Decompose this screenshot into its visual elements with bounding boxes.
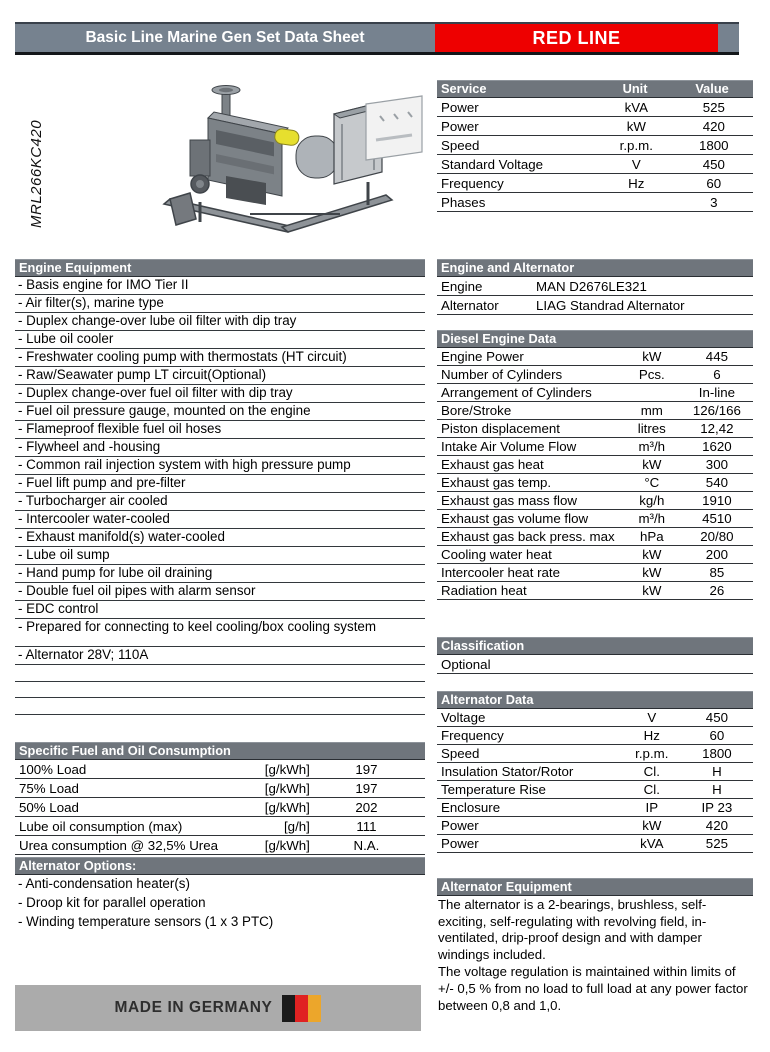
row-unit: Hz: [628, 176, 645, 191]
list-item: - Anti-condensation heater(s): [18, 876, 190, 891]
row-label: Frequency: [441, 176, 504, 191]
row-label: Intake Air Volume Flow: [441, 439, 577, 454]
list-item: - Intercooler water-cooled: [15, 511, 425, 529]
section-title: Alternator Data: [441, 692, 534, 707]
row-label: Phases: [441, 195, 486, 210]
alternator-equipment-text: [437, 896, 753, 1014]
paragraph: The alternator is a 2-bearings, brushless, self-exciting, self-regulating with revolving field, in-ventilated, drip-proof design and with damper windings included.: [438, 897, 707, 962]
section-title: Specific Fuel and Oil Consumption: [19, 743, 231, 758]
paragraph: The voltage regulation is maintained within limits of +/- 0,5 % from no load to full load at any power factor between 0,8 and 1,0.: [438, 964, 748, 1013]
table-row: [15, 760, 425, 779]
row-label: Voltage: [441, 710, 486, 725]
table-row: [437, 155, 753, 174]
engine-block: [190, 112, 288, 205]
row-label: Standard Voltage: [441, 157, 544, 172]
row-value: 525: [702, 100, 725, 115]
row-unit: [g/h]: [283, 819, 310, 834]
table-row: [437, 745, 753, 763]
service-table-header: [437, 80, 753, 98]
empty-row: [15, 682, 425, 699]
row-label: Exhaust gas temp.: [441, 475, 552, 490]
table-row: [15, 779, 425, 798]
table-row: [437, 528, 753, 546]
row-unit: kW: [626, 119, 646, 134]
row-unit: [g/kWh]: [264, 781, 310, 796]
diesel-engine-data-header: [437, 330, 753, 348]
fuel-consumption-header: [15, 742, 425, 760]
table-row: [437, 582, 753, 600]
row-value: 85: [709, 565, 725, 580]
table-row: [437, 781, 753, 799]
title-bar: [15, 22, 739, 55]
table-row: [437, 348, 753, 366]
row-value: 26: [709, 583, 725, 598]
row-value: H: [712, 764, 722, 779]
table-row: [437, 709, 753, 727]
row-unit: kW: [642, 583, 662, 598]
fuel-consumption-table: [15, 742, 425, 855]
row-label: Power: [441, 818, 479, 833]
row-label: Alternator: [441, 298, 499, 313]
row-unit: Cl.: [643, 764, 660, 779]
alternator-data-table: [437, 691, 753, 853]
row-value: 1800: [702, 746, 732, 761]
model-code-label: MRL266KC420: [28, 119, 45, 228]
row-value: 126/166: [692, 403, 741, 418]
row-unit: kW: [642, 349, 662, 364]
table-row: [437, 510, 753, 528]
row-unit: hPa: [639, 529, 664, 544]
row-value: MAN D2676LE321: [536, 279, 647, 294]
row-label: Radiation heat: [441, 583, 527, 598]
row-value: 60: [709, 728, 725, 743]
table-row: [437, 277, 753, 296]
row-unit: [g/kWh]: [264, 800, 310, 815]
row-label: Cooling water heat: [441, 547, 552, 562]
service-table: [437, 80, 753, 212]
row-label: Temperature Rise: [441, 782, 546, 797]
row-label: Power: [441, 836, 479, 851]
col-header-value: Value: [695, 81, 729, 96]
row-unit: m³/h: [638, 439, 666, 454]
table-row: [15, 798, 425, 817]
classification-header: [437, 637, 753, 655]
row-label: 75% Load: [19, 781, 79, 796]
row-value: 200: [705, 547, 728, 562]
row-label: Speed: [441, 138, 480, 153]
table-row: [437, 384, 753, 402]
row-value: 525: [705, 836, 728, 851]
row-label: Bore/Stroke: [441, 403, 512, 418]
row-label: Piston displacement: [441, 421, 560, 436]
row-value: 3: [710, 195, 718, 210]
table-row: [437, 136, 753, 155]
row-unit: [g/kWh]: [264, 762, 310, 777]
engine-and-alternator-table: [437, 259, 753, 315]
table-row: [437, 763, 753, 781]
table-row: [437, 98, 753, 117]
row-value: 4510: [702, 511, 732, 526]
alternator-data-rows: [437, 709, 753, 853]
row-label: Speed: [441, 746, 480, 761]
list-item: - Flameproof flexible fuel oil hoses: [15, 421, 425, 439]
table-row: [437, 799, 753, 817]
row-value: 6: [713, 367, 721, 382]
row-value: 197: [355, 762, 378, 777]
row-label: Enclosure: [441, 800, 501, 815]
alternator-options-list: [15, 875, 425, 932]
table-row: [437, 296, 753, 315]
list-item: - Basis engine for IMO Tier II: [15, 277, 425, 295]
row-label: Arrangement of Cylinders: [441, 385, 592, 400]
row-label: Insulation Stator/Rotor: [441, 764, 574, 779]
row-value: H: [712, 782, 722, 797]
list-item: - Flywheel and -housing: [15, 439, 425, 457]
classification-section: [437, 637, 753, 674]
engine-and-alternator-header: [437, 259, 753, 277]
row-label: Exhaust gas heat: [441, 457, 544, 472]
fuel-consumption-rows: [15, 760, 425, 855]
table-row: [437, 366, 753, 384]
row-value: In-line: [698, 385, 735, 400]
terminal-box: [366, 96, 422, 160]
table-row: [437, 117, 753, 136]
german-flag-icon: [282, 995, 321, 1022]
row-value: 300: [705, 457, 728, 472]
list-item: - Alternator 28V; 110A: [15, 647, 425, 665]
alternator-options-header: [15, 857, 425, 875]
row-label: Engine: [441, 279, 483, 294]
row-unit: kW: [642, 547, 662, 562]
alternator-extra-block: [15, 646, 425, 715]
diesel-engine-data-table: [437, 330, 753, 600]
engine-equipment-list: [15, 277, 425, 637]
section-title: Diesel Engine Data: [441, 331, 557, 346]
row-value: 445: [705, 349, 728, 364]
engine-and-alternator-rows: [437, 277, 753, 315]
table-row: [437, 174, 753, 193]
flag-stripe-red: [295, 995, 308, 1022]
row-value: N.A.: [353, 838, 380, 853]
table-row: [437, 456, 753, 474]
list-item: - Lube oil sump: [15, 547, 425, 565]
row-value: 197: [355, 781, 378, 796]
row-unit: litres: [637, 421, 666, 436]
row-label: Urea consumption @ 32,5% Urea: [19, 838, 219, 853]
table-row: [437, 402, 753, 420]
list-item: - Air filter(s), marine type: [15, 295, 425, 313]
row-label: Engine Power: [441, 349, 524, 364]
table-row: [437, 492, 753, 510]
list-item: - EDC control: [15, 601, 425, 619]
flag-stripe-gold: [308, 995, 321, 1022]
col-header-service: Service: [441, 82, 487, 96]
row-label: Power: [441, 119, 479, 134]
row-label: Power: [441, 100, 479, 115]
engine-equipment-section: [15, 259, 425, 637]
list-item: - Fuel oil pressure gauge, mounted on the engine: [15, 403, 425, 421]
gen-set-render: [130, 80, 430, 242]
row-unit: r.p.m.: [619, 138, 653, 153]
row-unit: Pcs.: [638, 367, 665, 382]
alternator-equipment-header: [437, 878, 753, 896]
row-label: Lube oil consumption (max): [19, 819, 183, 834]
empty-row: [15, 698, 425, 715]
table-row: [437, 193, 753, 212]
diesel-engine-data-rows: [437, 348, 753, 600]
row-label: Exhaust gas mass flow: [441, 493, 577, 508]
row-label: Exhaust gas back press. max: [441, 529, 615, 544]
service-rows: [437, 98, 753, 212]
row-value: 20/80: [700, 529, 734, 544]
list-item: - Lube oil cooler: [15, 331, 425, 349]
row-unit: m³/h: [638, 511, 666, 526]
row-unit: r.p.m.: [635, 746, 669, 761]
row-value: 450: [705, 710, 728, 725]
list-item: - Winding temperature sensors (1 x 3 PTC): [18, 914, 274, 929]
row-unit: V: [631, 157, 641, 172]
row-value: 420: [702, 119, 725, 134]
table-row: [437, 438, 753, 456]
section-title: Classification: [441, 638, 525, 653]
row-value: LIAG Standrad Alternator: [536, 298, 685, 313]
list-item: - Hand pump for lube oil draining: [15, 565, 425, 583]
table-row: [437, 420, 753, 438]
made-in-germany-label: MADE IN GERMANY: [114, 999, 273, 1016]
section-title: Alternator Equipment: [441, 879, 572, 894]
row-label: 50% Load: [19, 800, 79, 815]
table-row: [437, 727, 753, 745]
table-row: [437, 817, 753, 835]
row-unit: kW: [642, 818, 662, 833]
flag-stripe-black: [282, 995, 295, 1022]
row-label: Frequency: [441, 728, 504, 743]
list-item: - Turbocharger air cooled: [15, 493, 425, 511]
list-item: - Double fuel oil pipes with alarm sensor: [15, 583, 425, 601]
row-value: Optional: [441, 657, 491, 672]
row-unit: kVA: [624, 100, 648, 115]
table-row: [15, 817, 425, 836]
row-label: Intercooler heat rate: [441, 565, 561, 580]
row-unit: °C: [644, 475, 660, 490]
table-row: [437, 564, 753, 582]
row-value: 12,42: [700, 421, 734, 436]
list-item: - Duplex change-over fuel oil filter with dip tray: [15, 385, 425, 403]
row-value: 1800: [699, 138, 729, 153]
row-value: 540: [705, 475, 728, 490]
row-value: IP 23: [701, 800, 733, 815]
brand-badge: RED LINE: [435, 24, 718, 52]
row-label: Number of Cylinders: [441, 367, 563, 382]
list-item: - Exhaust manifold(s) water-cooled: [15, 529, 425, 547]
row-value: 1620: [702, 439, 732, 454]
made-in-germany-badge: [15, 985, 421, 1031]
row-unit: kVA: [640, 836, 664, 851]
table-row: [437, 474, 753, 492]
alternator-options-section: [15, 857, 425, 932]
row-unit: Cl.: [643, 782, 660, 797]
row-unit: V: [647, 710, 657, 725]
alternator-equipment-section: [437, 878, 753, 1014]
list-item: - Raw/Seawater pump LT circuit(Optional): [15, 367, 425, 385]
list-item: - Droop kit for parallel operation: [18, 895, 206, 910]
row-value: 1910: [702, 493, 732, 508]
row-unit: IP: [645, 800, 659, 815]
col-header-unit: Unit: [622, 81, 648, 96]
section-title: Engine Equipment: [19, 260, 132, 275]
page-title: Basic Line Marine Gen Set Data Sheet: [85, 29, 365, 46]
row-label: 100% Load: [19, 762, 87, 777]
row-unit: Hz: [643, 728, 660, 743]
row-value: 60: [706, 176, 722, 191]
list-item: - Common rail injection system with high pressure pump: [15, 457, 425, 475]
section-title: Alternator Options:: [19, 858, 137, 873]
row-unit: [g/kWh]: [264, 838, 310, 853]
row-unit: kW: [642, 457, 662, 472]
table-row: [437, 835, 753, 853]
row-value: 420: [705, 818, 728, 833]
row-value: 111: [356, 819, 377, 834]
engine-equipment-header: [15, 259, 425, 277]
row-unit: mm: [640, 403, 663, 418]
list-item: - Prepared for connecting to keel cooling/box cooling system: [18, 619, 377, 634]
gen-set-illustration: [130, 80, 430, 242]
row-label: Exhaust gas volume flow: [441, 511, 589, 526]
row-value: 450: [702, 157, 725, 172]
table-row: [437, 546, 753, 564]
row-unit: kg/h: [639, 493, 665, 508]
table-row: [15, 836, 425, 855]
row-unit: kW: [642, 565, 662, 580]
list-item: - Freshwater cooling pump with thermostats (HT circuit): [15, 349, 425, 367]
section-title: Engine and Alternator: [441, 260, 575, 275]
list-item: - Fuel lift pump and pre-filter: [15, 475, 425, 493]
row-value: 202: [355, 800, 378, 815]
classification-row: [437, 655, 753, 674]
alternator-data-header: [437, 691, 753, 709]
list-item: - Duplex change-over lube oil filter with dip tray: [15, 313, 425, 331]
empty-row: [15, 665, 425, 682]
